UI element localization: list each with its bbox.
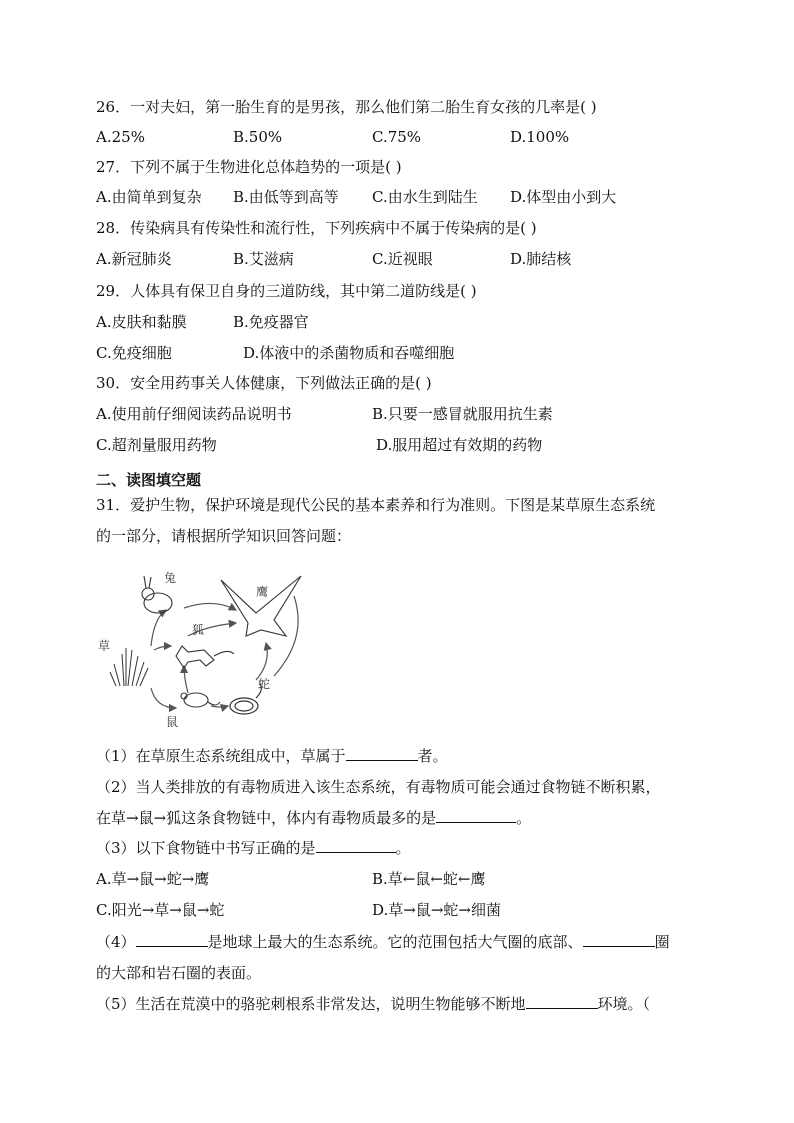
q26-option-b: B.50%: [233, 128, 283, 146]
q26-option-d: D.100%: [510, 128, 570, 146]
q31-part4-middle: 是地球上最大的生态系统。它的范围包括大气圈的底部、: [207, 933, 583, 951]
answer-blank-1[interactable]: [346, 746, 418, 761]
q31-part4-line1: [96, 932, 670, 952]
q29-option-d: D.体液中的杀菌物质和吞噬细胞: [243, 344, 455, 362]
label-fox: 狐: [192, 623, 205, 637]
label-rabbit: 兔: [164, 571, 177, 585]
q31-part3-prefix: （3）以下食物链中书写正确的是: [96, 839, 316, 857]
q31-part2-line1: （2）当人类排放的有毒物质进入该生态系统，有毒物质可能会通过食物链不断积累，: [96, 778, 661, 796]
answer-blank-4b[interactable]: [583, 932, 655, 947]
answer-blank-3[interactable]: [316, 838, 396, 853]
question-29-stem: 29．人体具有保卫自身的三道防线，其中第二道防线是( ): [96, 282, 477, 300]
q31-part4-line2: 的大部和岩石圈的表面。: [96, 964, 262, 982]
q31-part2-suffix: 。: [516, 809, 532, 827]
q31-part1: [96, 746, 448, 766]
q31-part4-prefix: （4）: [96, 933, 136, 951]
mouse-drawing: [181, 693, 220, 707]
q31-part1-suffix: 者。: [417, 747, 448, 765]
q28-option-c: C.近视眼: [372, 250, 433, 268]
q27-option-b: B.由低等到高等: [233, 188, 339, 206]
q31-p3-option-d: D.草→鼠→蛇→细菌: [372, 901, 501, 919]
answer-blank-4a[interactable]: [136, 932, 208, 947]
question-31-stem-line2: 的一部分，请根据所学知识回答问题：: [96, 527, 352, 545]
q30-option-d: D.服用超过有效期的药物: [376, 436, 543, 454]
question-28-stem: 28．传染病具有传染性和流行性，下列疾病中不属于传染病的是( ): [96, 219, 537, 237]
q31-p3-option-c: C.阳光→草→鼠→蛇: [96, 901, 225, 919]
food-web-diagram: [96, 568, 316, 733]
q31-part5-suffix: 环境。（: [597, 995, 651, 1013]
answer-blank-5[interactable]: [526, 994, 598, 1009]
q27-option-a: A.由简单到复杂: [96, 188, 202, 206]
q29-option-c: C.免疫细胞: [96, 344, 172, 362]
grass-drawing: [110, 648, 148, 686]
q26-option-a: A.25%: [96, 128, 145, 146]
label-hawk: 鹰: [256, 585, 269, 599]
q31-part3-suffix: 。: [395, 839, 411, 857]
q30-option-b: B.只要一感冒就服用抗生素: [372, 405, 553, 423]
question-31-stem-line1: 31．爱护生物，保护环境是现代公民的基本素养和行为准则。下图是某草原生态系统: [96, 496, 656, 514]
q31-p3-option-a: A.草→鼠→蛇→鹰: [96, 870, 210, 888]
q31-part1-prefix: （1）在草原生态系统组成中，草属于: [96, 747, 346, 765]
q29-option-a: A.皮肤和黏膜: [96, 313, 187, 331]
q27-option-c: C.由水生到陆生: [372, 188, 478, 206]
q28-option-b: B.艾滋病: [233, 250, 294, 268]
q31-part2-line2: [96, 808, 531, 828]
answer-blank-2[interactable]: [436, 808, 516, 823]
fox-drawing: [176, 646, 234, 668]
q26-option-c: C.75%: [372, 128, 422, 146]
q31-part5-prefix: （5）生活在荒漠中的骆驼刺根系非常发达，说明生物能够不断地: [96, 995, 526, 1013]
label-grass: 草: [98, 639, 111, 653]
q30-option-a: A.使用前仔细阅读药品说明书: [96, 405, 292, 423]
section-2-title: 二、读图填空题: [96, 471, 202, 489]
question-27-stem: 27．下列不属于生物进化总体趋势的一项是( ): [96, 158, 402, 176]
q31-part3: [96, 838, 411, 858]
q30-option-c: C.超剂量服用药物: [96, 436, 217, 454]
snake-drawing: [230, 684, 261, 714]
question-30-stem: 30．安全用药事关人体健康，下列做法正确的是( ): [96, 374, 432, 392]
label-snake: 蛇: [258, 677, 271, 691]
q29-option-b: B.免疫器官: [233, 313, 309, 331]
q31-part5: [96, 994, 650, 1014]
q27-option-d: D.体型由小到大: [510, 188, 617, 206]
q28-option-d: D.肺结核: [510, 250, 572, 268]
q28-option-a: A.新冠肺炎: [96, 250, 172, 268]
q31-p3-option-b: B.草←鼠←蛇←鹰: [372, 870, 486, 888]
label-mouse: 鼠: [166, 715, 179, 729]
q31-part2-prefix: 在草→鼠→狐这条食物链中，体内有毒物质最多的是: [96, 809, 437, 827]
question-26-stem: 26．一对夫妇，第一胎生育的是男孩，那么他们第二胎生育女孩的几率是( ): [96, 98, 597, 116]
q31-part4-suffix: 圈: [654, 933, 670, 951]
